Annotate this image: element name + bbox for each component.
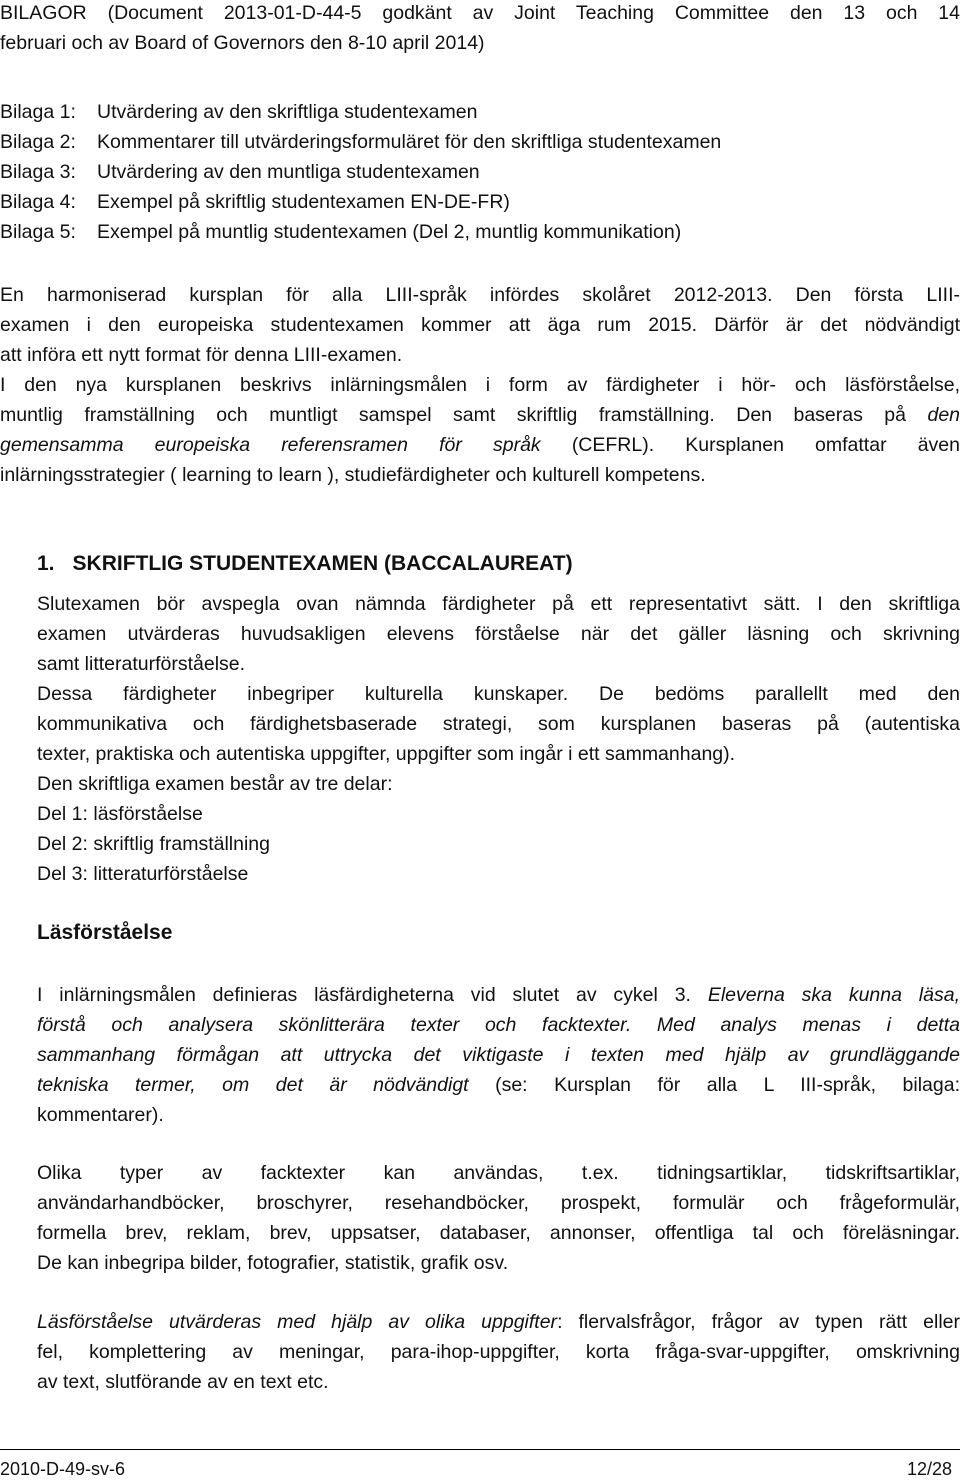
- list-item: Del 1: läsförståelse: [37, 803, 203, 825]
- text-line: [37, 1010, 960, 1040]
- list-item: [0, 187, 510, 217]
- appendix-label: Bilaga 2:: [0, 131, 76, 153]
- text-line: Den skriftliga examen består av tre delar:: [37, 773, 393, 795]
- appendix-label: Bilaga 4:: [0, 191, 76, 213]
- list-item: Del 2: skriftlig framställning: [37, 833, 270, 855]
- text-line: [37, 980, 960, 1010]
- italic-span: den: [927, 404, 960, 426]
- text-line: samt litteraturförståelse.: [37, 653, 246, 675]
- appendix-title: Utvärdering av den skriftliga studentexamen: [97, 101, 478, 123]
- text-line: att införa ett nytt format för denna LIII-examen.: [0, 344, 403, 366]
- italic-span: Eleverna ska kunna läsa,: [707, 984, 960, 1006]
- italic-span: sammanhang förmågan att uttrycka det viktigaste i texten med hjälp av grundläggande: [37, 1044, 960, 1066]
- appendix-title: Utvärdering av den muntliga studentexamen: [97, 161, 480, 183]
- list-item: [0, 217, 681, 247]
- appendix-label: Bilaga 3:: [0, 161, 76, 183]
- text-line: examen utvärderas huvudsakligen elevens förståelse när det gäller läsning och skrivning: [37, 623, 960, 645]
- text-line: [37, 1040, 960, 1070]
- subsection-heading: Läsförståelse: [37, 921, 173, 944]
- text-line: kommentarer).: [37, 1104, 164, 1126]
- document-header-line-1: BILAGOR (Document 2013-01-D-44-5 godkänt av Joint Teaching Committee den 13 och 14: [0, 2, 960, 24]
- text-span: muntlig framställning och muntligt samspel samt skriftlig framställning. Den baseras på: [0, 404, 906, 426]
- footer-page-number: 12/28: [906, 1459, 952, 1479]
- text-line: De kan inbegripa bilder, fotografier, statistik, grafik osv.: [37, 1252, 509, 1274]
- text-span: I inlärningsmålen definieras läsfärdigheterna vid slutet av cykel 3.: [37, 984, 691, 1006]
- section-heading: [37, 549, 573, 579]
- text-line: Dessa färdigheter inbegriper kulturella kunskaper. De bedöms parallellt med den: [37, 683, 960, 705]
- italic-span: gemensamma europeiska referensramen för språk: [0, 434, 541, 456]
- section-number: 1.: [37, 552, 55, 575]
- document-header-line-2: februari och av Board of Governors den 8-10 april 2014): [0, 32, 485, 54]
- footer-divider: [0, 1449, 960, 1450]
- text-line: av text, slutförande av en text etc.: [37, 1371, 329, 1393]
- text-line: användarhandböcker, broschyrer, resehandböcker, prospekt, formulär och frågeformulär,: [37, 1192, 960, 1214]
- text-line: formella brev, reklam, brev, uppsatser, databaser, annonser, offentliga tal och föreläsningar.: [37, 1222, 960, 1244]
- appendix-label: Bilaga 5:: [0, 221, 76, 243]
- list-item: [0, 157, 480, 187]
- footer-document-id: 2010-D-49-sv-6: [0, 1459, 126, 1479]
- list-item: Del 3: litteraturförståelse: [37, 863, 249, 885]
- section-title: SKRIFTLIG STUDENTEXAMEN (BACCALAUREAT): [72, 552, 573, 575]
- text-span: : flervalsfrågor, frågor av typen rätt eller: [557, 1311, 960, 1333]
- appendix-title: Kommentarer till utvärderingsformuläret för den skriftliga studentexamen: [97, 131, 722, 153]
- text-line: [37, 1070, 960, 1100]
- italic-span: förstå och analysera skönlitterära texter och facktexter. Med analys menas i detta: [37, 1014, 960, 1036]
- text-line: Slutexamen bör avspegla ovan nämnda färdigheter på ett representativt sätt. I den skriftliga: [37, 593, 960, 615]
- appendix-title: Exempel på muntlig studentexamen (Del 2, muntlig kommunikation): [97, 221, 682, 243]
- italic-span: tekniska termer, om det är nödvändigt: [37, 1074, 469, 1096]
- list-item: [0, 127, 721, 157]
- text-line: [0, 430, 960, 460]
- text-span: (CEFRL). Kursplanen omfattar även: [571, 434, 960, 456]
- text-line: fel, komplettering av meningar, para-ihop-uppgifter, korta fråga-svar-uppgifter, omskrivning: [37, 1341, 960, 1363]
- text-line: [0, 400, 960, 430]
- text-line: examen i den europeiska studentexamen kommer att äga rum 2015. Därför är det nödvändigt: [0, 314, 960, 336]
- text-span: (se: Kursplan för alla L III-språk, bilaga:: [495, 1074, 960, 1096]
- text-line: inlärningsstrategier ( learning to learn ), studiefärdigheter och kulturell kompetens.: [0, 464, 706, 486]
- text-line: Olika typer av facktexter kan användas, t.ex. tidningsartiklar, tidskriftsartiklar,: [37, 1162, 960, 1184]
- text-line: [37, 1307, 960, 1337]
- italic-span: Läsförståelse utvärderas med hjälp av olika uppgifter: [37, 1311, 558, 1333]
- text-line: texter, praktiska och autentiska uppgifter, uppgifter som ingår i ett sammanhang).: [37, 743, 736, 765]
- appendix-title: Exempel på skriftlig studentexamen EN-DE-FR): [97, 191, 510, 213]
- text-line: I den nya kursplanen beskrivs inlärningsmålen i form av färdigheter i hör- och läsförståelse,: [0, 374, 960, 396]
- text-line: kommunikativa och färdighetsbaserade strategi, som kursplanen baseras på (autentiska: [37, 713, 960, 735]
- appendix-label: Bilaga 1:: [0, 101, 76, 123]
- text-line: En harmoniserad kursplan för alla LIII-språk infördes skolåret 2012-2013. Den första LIII-: [0, 284, 960, 306]
- list-item: [0, 97, 477, 127]
